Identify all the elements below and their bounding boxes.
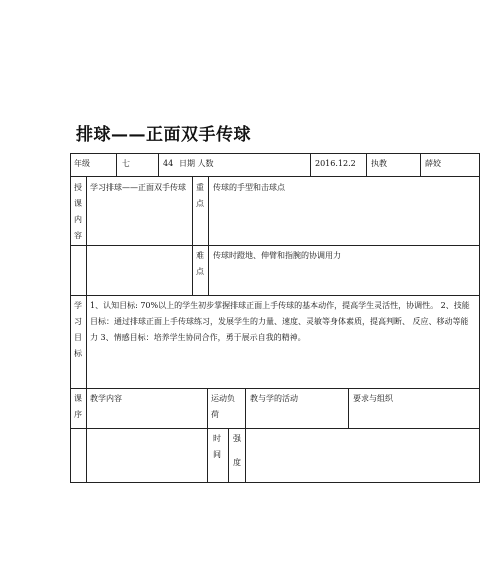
key-point-value: 传球的手型和击球点 [213, 183, 285, 192]
table-border-bottom [70, 482, 480, 483]
cell-divider [158, 153, 159, 177]
table-row-divider [70, 245, 480, 246]
teacher-label: 执教 [371, 159, 387, 168]
grade-label: 年级 [74, 159, 90, 168]
cell-divider [86, 295, 87, 389]
grade-value: 七 [122, 159, 130, 168]
table-border-left [70, 153, 71, 483]
table-row-divider [70, 388, 480, 389]
cell-divider [207, 388, 208, 483]
lesson-sequence-label: 课 序 [74, 394, 82, 419]
cell-divider [116, 153, 117, 177]
student-count-value: 44 [163, 159, 174, 168]
cell-divider [86, 388, 87, 483]
cell-divider [366, 153, 367, 177]
difficult-point-label: 难 点 [196, 251, 204, 276]
key-point-label: 重 点 [196, 183, 204, 208]
cell-divider [86, 176, 87, 296]
cell-divider [228, 428, 229, 483]
activity-header: 教与学的活动 [250, 394, 298, 403]
time-label: 时 间 [213, 434, 221, 459]
learning-goals-text: 1、认知目标: 70%以上的学生初步掌握排球正面上手传球的基本动作，提高学生灵活性，协调性。 2、技能目标：通过排球正面上手传球练习，发展学生的力量、速度、灵敏等身体素质，提高判断、 反应、移动等能力 3、情感目标：培养学生协同合作，勇于展示自我的精神。 [90, 301, 470, 342]
cell-divider [208, 176, 209, 296]
cell-divider [245, 388, 246, 483]
intensity-label: 强 度 [233, 434, 241, 467]
date-count-label: 日期 人数 [179, 159, 214, 168]
cell-divider [310, 153, 311, 177]
cell-divider [420, 153, 421, 177]
requirement-header: 要求与组织 [353, 394, 393, 403]
table-row-divider [70, 176, 480, 177]
teacher-value: 薛姣 [425, 159, 441, 168]
lesson-content-label: 授 课 内 容 [74, 183, 82, 240]
lesson-content-value: 学习排球——正面双手传球 [90, 183, 186, 192]
cell-divider [348, 388, 349, 428]
difficult-point-value: 传球时蹬地、伸臂和指腕的协调用力 [213, 251, 341, 260]
learning-goals-label: 学 习 目 标 [74, 301, 82, 358]
cell-divider [192, 176, 193, 296]
table-border-right [479, 153, 480, 483]
exercise-load-header: 运动负 荷 [211, 394, 235, 419]
table-border-top [70, 153, 480, 154]
table-row-divider [70, 295, 480, 296]
page-title: 排球——正面双手传球 [76, 125, 251, 145]
teaching-content-header: 教学内容 [90, 394, 122, 403]
date-value: 2016.12.2 [315, 159, 356, 168]
table-row-divider [70, 428, 480, 429]
